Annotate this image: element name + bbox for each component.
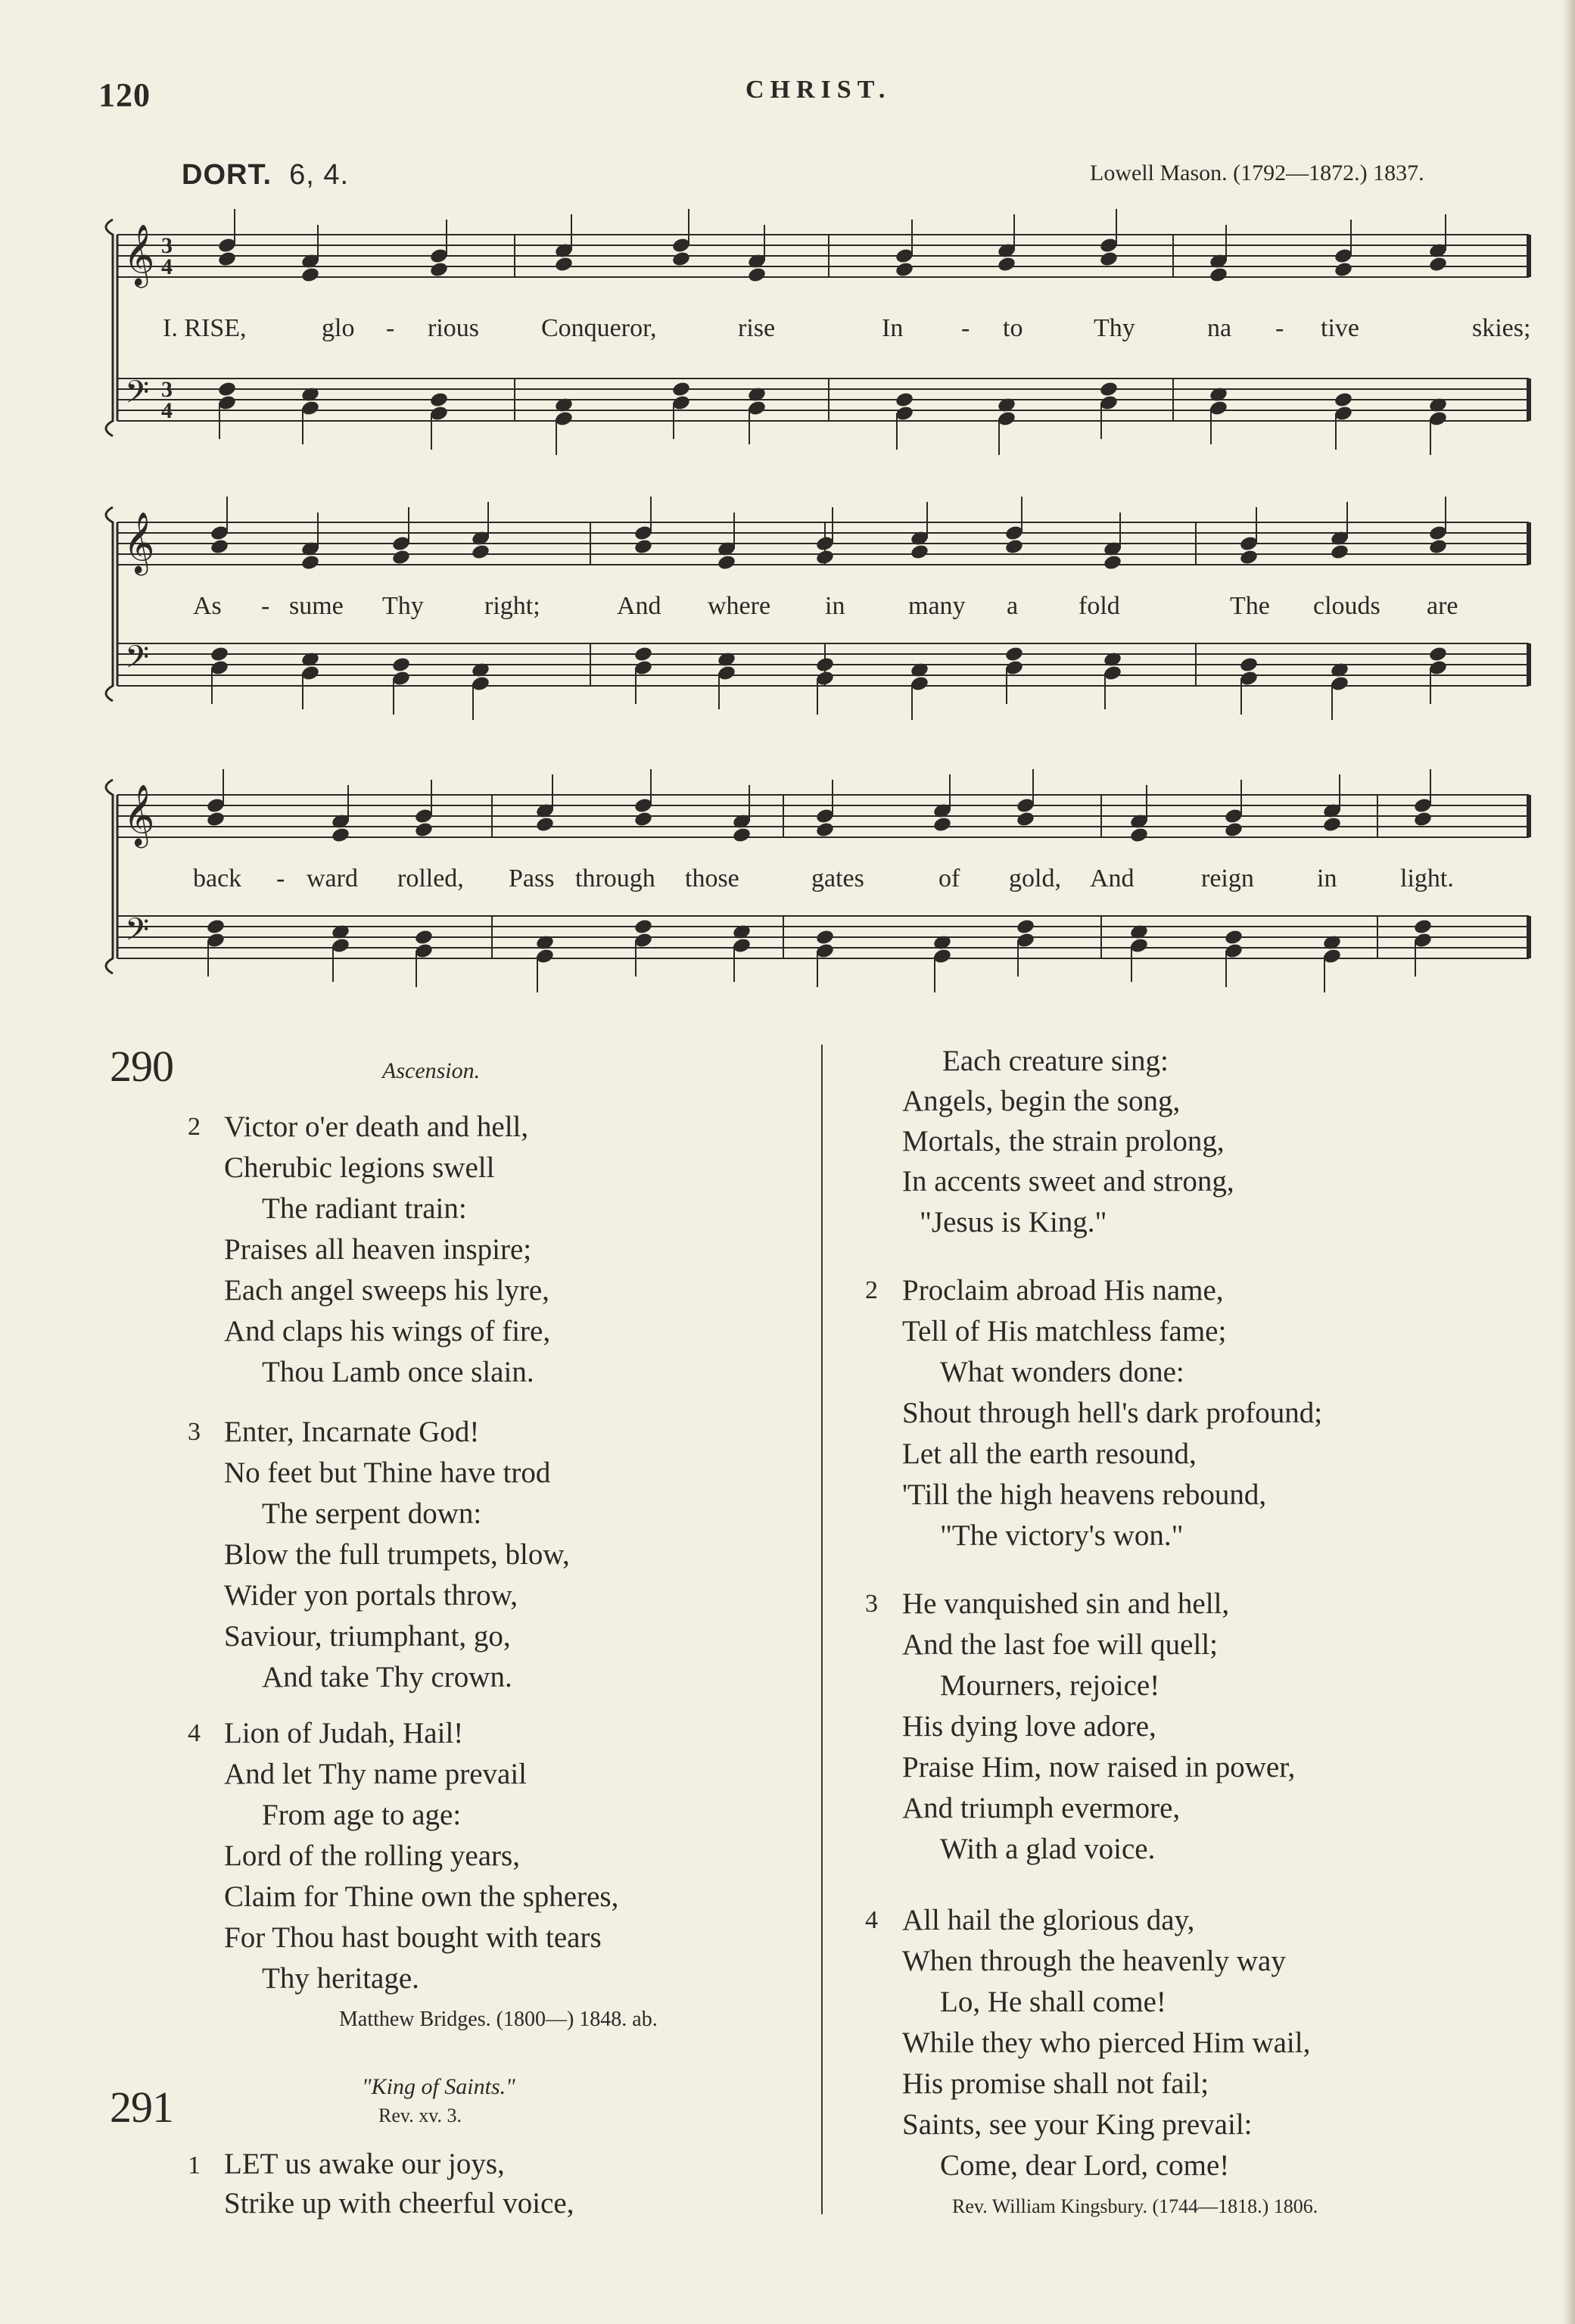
lyric-syllable: Thy — [1094, 314, 1135, 342]
note-head — [1334, 261, 1353, 279]
note-head — [1103, 554, 1122, 572]
verse-line: The serpent down: — [262, 1497, 482, 1530]
note-head — [429, 261, 449, 279]
time-signature: 3 — [161, 377, 173, 402]
lyric-syllable: many — [908, 592, 966, 620]
lyric-syllable: I. RISE, — [163, 314, 247, 342]
lyric-syllable: of — [938, 864, 960, 893]
lyric-syllable: to — [1003, 314, 1023, 342]
note-head — [300, 554, 320, 572]
note-head — [633, 538, 653, 556]
verse-line: For Thou hast bought with tears — [224, 1921, 602, 1954]
verse-line: Wider yon portals throw, — [224, 1579, 518, 1612]
lyric-syllable: a — [1007, 592, 1019, 620]
note-head — [671, 381, 691, 398]
verse-line: Lord of the rolling years, — [224, 1840, 520, 1872]
verse-line: Claim for Thine own the spheres, — [224, 1880, 619, 1913]
verse-line: Let all the earth resound, — [902, 1438, 1197, 1470]
verse-line: Mourners, rejoice! — [940, 1669, 1160, 1702]
hymn-number: 290 — [110, 1042, 173, 1091]
tune-name: DORT. 6, 4. — [182, 159, 350, 191]
verse-line: The radiant train: — [262, 1192, 467, 1225]
note-head — [210, 646, 229, 663]
verse — [224, 1713, 618, 1999]
note-head — [1428, 646, 1448, 663]
bass-clef: 𝄢 — [125, 639, 150, 683]
scripture-reference: Rev. xv. 3. — [378, 2104, 462, 2126]
verse-number: 4 — [188, 1719, 201, 1747]
note-head — [1016, 811, 1035, 828]
hymn-title: Ascension. — [382, 1058, 481, 1083]
verse-line: Praise Him, now raised in power, — [902, 1751, 1296, 1783]
note-head — [747, 266, 767, 284]
lyric-syllable: are — [1427, 592, 1458, 620]
note-head — [300, 266, 320, 284]
verse-line: Thy heritage. — [262, 1962, 419, 1995]
system-brace — [106, 220, 113, 436]
note-head — [1129, 827, 1149, 844]
lyric-syllable: rolled, — [397, 864, 464, 893]
note-head — [210, 538, 229, 556]
verse-line: Saints, see your King prevail: — [902, 2108, 1253, 2141]
note-head — [1099, 381, 1119, 398]
verse-line: From age to age: — [262, 1799, 462, 1831]
verse-number: 2 — [865, 1276, 878, 1304]
note-head — [206, 811, 226, 828]
note-head — [633, 646, 653, 663]
lyric-syllable: And — [1090, 864, 1135, 893]
lyric-syllable: in — [1317, 864, 1337, 893]
lyric-syllable: - — [1275, 314, 1284, 342]
lyric-syllable: light. — [1400, 864, 1454, 893]
note-head — [1322, 816, 1342, 833]
lyric-syllable: right; — [484, 592, 540, 620]
column-divider — [821, 1045, 823, 2214]
verse-line: While they who pierced Him wail, — [902, 2026, 1311, 2059]
note-head — [331, 827, 350, 844]
note-head — [206, 918, 226, 936]
note-head — [815, 821, 835, 839]
running-title: CHRIST. — [745, 76, 892, 104]
note-head — [1004, 538, 1024, 556]
note-head — [1334, 391, 1353, 409]
lyric-syllable: clouds — [1313, 592, 1380, 620]
lyric-syllable: Conqueror, — [541, 314, 657, 342]
lyric-syllable: back — [193, 864, 242, 893]
lyric-syllable: gates — [811, 864, 864, 893]
note-head — [471, 544, 490, 561]
note-head — [633, 918, 653, 936]
verse-line: "The victory's won." — [940, 1519, 1184, 1552]
verse — [902, 1270, 1322, 1556]
lyric-syllable: rise — [738, 314, 776, 342]
note-head — [1004, 646, 1024, 663]
verse-line: Mortals, the strain prolong, — [902, 1125, 1225, 1157]
page-number: 120 — [98, 76, 151, 114]
verse-line: He vanquished sin and hell, — [902, 1587, 1230, 1620]
verse — [224, 1412, 570, 1698]
verse-line: His promise shall not fail; — [902, 2067, 1209, 2100]
note-head — [1209, 266, 1228, 284]
verse-line: Each creature sing: — [942, 1045, 1169, 1077]
hymn-author: Matthew Bridges. (1800—) 1848. ab. — [339, 2008, 658, 2031]
note-head — [671, 251, 691, 268]
note-head — [1239, 549, 1259, 566]
lyric-syllable: na — [1207, 314, 1232, 342]
lyric-syllable: where — [708, 592, 771, 620]
note-head — [429, 391, 449, 409]
note-head — [1239, 656, 1259, 674]
bass-clef: 𝄢 — [125, 911, 150, 955]
verse-line: With a glad voice. — [940, 1833, 1156, 1865]
note-head — [554, 256, 574, 273]
verse-line: Victor o'er death and hell, — [224, 1111, 529, 1143]
note-head — [391, 549, 411, 566]
note-head — [815, 656, 835, 674]
note-head — [1224, 821, 1244, 839]
note-head — [815, 929, 835, 946]
verse-line: What wonders done: — [940, 1356, 1184, 1388]
lyric-syllable: - — [276, 864, 285, 893]
hymn-number: 291 — [110, 2083, 173, 2132]
verse-line: Come, dear Lord, come! — [940, 2149, 1230, 2182]
verse-line: Praises all heaven inspire; — [224, 1233, 532, 1266]
lyric-syllable: - — [386, 314, 395, 342]
verse — [902, 1900, 1310, 2186]
verse-line: When through the heavenly way — [902, 1945, 1286, 1977]
verse-line: In accents sweet and strong, — [902, 1165, 1234, 1198]
lyric-syllable: - — [261, 592, 270, 620]
time-signature: 4 — [161, 254, 173, 279]
lyric-syllable: fold — [1079, 592, 1120, 620]
lyric-syllable: And — [617, 592, 661, 620]
verse-number: 3 — [188, 1418, 201, 1446]
lyric-syllable: gold, — [1009, 864, 1061, 893]
lyric-syllable: sume — [289, 592, 344, 620]
verse-number: 4 — [865, 1906, 878, 1934]
note-head — [535, 816, 555, 833]
lyric-syllable: Thy — [382, 592, 424, 620]
verse-line: Lion of Judah, Hail! — [224, 1717, 464, 1749]
note-head — [1413, 918, 1433, 936]
note-head — [391, 656, 411, 674]
lyric-syllable: tive — [1321, 314, 1359, 342]
note-head — [1413, 811, 1433, 828]
lyric-syllable: As — [193, 592, 222, 620]
lyric-syllable: Pass — [509, 864, 555, 893]
note-head — [1099, 251, 1119, 268]
verse-line: LET us awake our joys, — [224, 2148, 505, 2180]
note-head — [910, 544, 929, 561]
note-head — [217, 381, 237, 398]
note-head — [717, 554, 736, 572]
tune-composer: Lowell Mason. (1792—1872.) 1837. — [1090, 160, 1424, 185]
treble-clef: 𝄞 — [123, 223, 155, 285]
verse-line: No feet but Thine have trod — [224, 1456, 551, 1489]
lyric-syllable: In — [882, 314, 904, 342]
bass-clef: 𝄢 — [125, 374, 150, 418]
hymn-title: "King of Saints." — [362, 2074, 515, 2099]
lyric-syllable: glo — [322, 314, 355, 342]
verse-line: Blow the full trumpets, blow, — [224, 1538, 570, 1571]
verse-line: Shout through hell's dark profound; — [902, 1397, 1323, 1429]
lyric-syllable: - — [961, 314, 970, 342]
note-head — [1428, 256, 1448, 273]
verse — [902, 1584, 1295, 1870]
system-brace — [106, 780, 113, 974]
note-head — [633, 811, 653, 828]
verse-line: And let Thy name prevail — [224, 1758, 527, 1790]
note-head — [895, 391, 914, 409]
note-head — [1016, 918, 1035, 936]
verse-line: Proclaim abroad His name, — [902, 1274, 1224, 1307]
note-head — [414, 929, 434, 946]
verse-line: Strike up with cheerful voice, — [224, 2187, 574, 2220]
verse-line: Lo, He shall come! — [940, 1986, 1166, 2018]
verse-line: Enter, Incarnate God! — [224, 1416, 480, 1448]
verse-line: Tell of His matchless fame; — [902, 1315, 1227, 1347]
verse-line: Angels, begin the song, — [902, 1085, 1181, 1117]
lyric-syllable: The — [1230, 592, 1270, 620]
lyric-syllable: ward — [307, 864, 358, 893]
verse-number: 2 — [188, 1113, 201, 1141]
hymn-author: Rev. William Kingsbury. (1744—1818.) 1806. — [952, 2195, 1318, 2217]
verse-line: Cherubic legions swell — [224, 1151, 495, 1184]
note-head — [1428, 538, 1448, 556]
system-brace — [106, 507, 113, 701]
lyric-syllable: reign — [1201, 864, 1254, 893]
verse-line: Saviour, triumphant, go, — [224, 1620, 511, 1653]
note-head — [414, 821, 434, 839]
note-head — [997, 256, 1016, 273]
time-signature: 3 — [161, 233, 173, 258]
verse-line: 'Till the high heavens rebound, — [902, 1478, 1267, 1511]
lyric-syllable: in — [825, 592, 845, 620]
note-head — [732, 827, 752, 844]
verse-line: All hail the glorious day, — [902, 1904, 1195, 1936]
note-head — [932, 816, 952, 833]
verse-line: And take Thy crown. — [262, 1661, 512, 1693]
verse-line: And claps his wings of fire, — [224, 1315, 551, 1347]
note-head — [1330, 544, 1349, 561]
verse-line: And the last foe will quell; — [902, 1628, 1219, 1661]
verse-line: "Jesus is King." — [920, 1206, 1107, 1238]
lyric-syllable: those — [685, 864, 739, 893]
verse-line: Thou Lamb once slain. — [262, 1356, 534, 1388]
time-signature: 4 — [161, 398, 173, 423]
verse-line: Each angel sweeps his lyre, — [224, 1274, 549, 1307]
lyric-syllable: skies; — [1472, 314, 1531, 342]
verse-number: 1 — [188, 2151, 201, 2179]
lyric-syllable: rious — [428, 314, 479, 342]
note-head — [1224, 929, 1244, 946]
verse-line: And triumph evermore, — [902, 1792, 1181, 1824]
treble-clef: 𝄞 — [123, 783, 155, 846]
lyric-syllable: through — [575, 864, 655, 893]
note-head — [895, 261, 914, 279]
treble-clef: 𝄞 — [123, 511, 155, 573]
note-head — [217, 251, 237, 268]
note-head — [815, 549, 835, 566]
verse — [224, 1107, 550, 1393]
verse-line: His dying love adore, — [902, 1710, 1156, 1743]
verse-number: 3 — [865, 1590, 878, 1618]
